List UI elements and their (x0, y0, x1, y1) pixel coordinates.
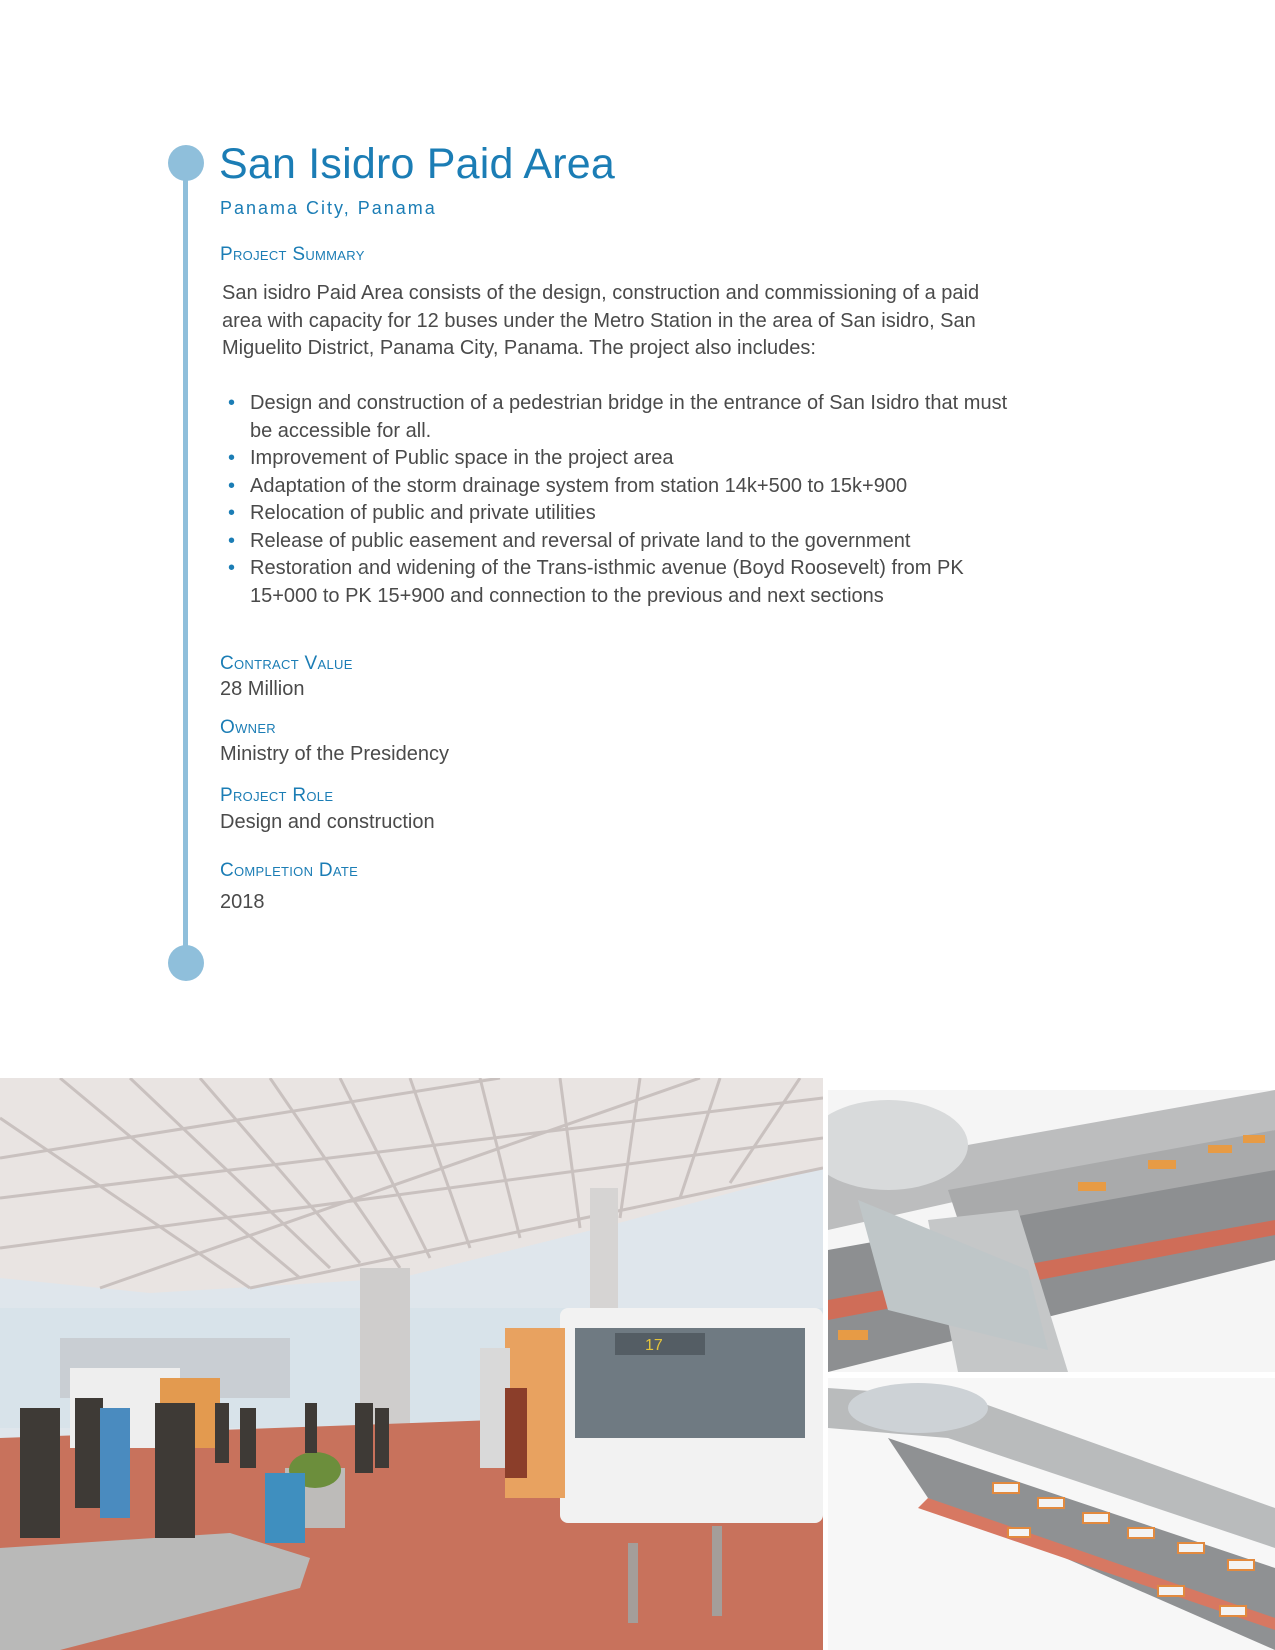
aerial-rendering-bottom-image (828, 1378, 1275, 1650)
list-item: • Restoration and widening of the Trans-isthmic avenue (Boyd Roosevelt) from PK 15+000 to PK 15+900 and connection to the previous and next sections (228, 555, 1018, 610)
timeline-line (183, 165, 188, 965)
owner-value: Ministry of the Presidency (220, 743, 449, 765)
list-item: • Design and construction of a pedestrian bridge in the entrance of San Isidro that must be accessible for all. (228, 390, 1018, 445)
owner-label: Owner (220, 717, 276, 738)
timeline-dot-bottom (168, 945, 204, 981)
project-role-value: Design and construction (220, 811, 435, 833)
contract-value-label: Contract Value (220, 653, 353, 674)
aerial-rendering-top-image (828, 1090, 1275, 1372)
project-summary-text: San isidro Paid Area consists of the design, construction and commissioning of a paid area with capacity for 12 buses under the Metro Station in the area of San isidro, San Miguelito District, Panama City, Panama. The project also includes: (222, 282, 980, 359)
project-location: Panama City, Panama (220, 198, 437, 218)
bus-number-label: 17 (645, 1337, 663, 1354)
completion-date-value: 2018 (220, 891, 265, 913)
completion-date-label: Completion Date (220, 860, 359, 881)
list-item: • Release of public easement and reversal of private land to the government (228, 528, 1018, 556)
list-item: • Improvement of Public space in the project area (228, 445, 1018, 473)
contract-value: 28 Million (220, 678, 305, 700)
list-item: • Relocation of public and private utilities (228, 500, 1018, 528)
terminal-rendering-image (0, 1078, 823, 1650)
timeline-dot-top (168, 145, 204, 181)
page-title: San Isidro Paid Area (219, 140, 616, 188)
scope-list (228, 390, 1018, 610)
project-role-label: Project Role (220, 785, 334, 806)
list-item: • Adaptation of the storm drainage system from station 14k+500 to 15k+900 (228, 473, 1018, 501)
project-summary-label: Project Summary (220, 244, 365, 265)
